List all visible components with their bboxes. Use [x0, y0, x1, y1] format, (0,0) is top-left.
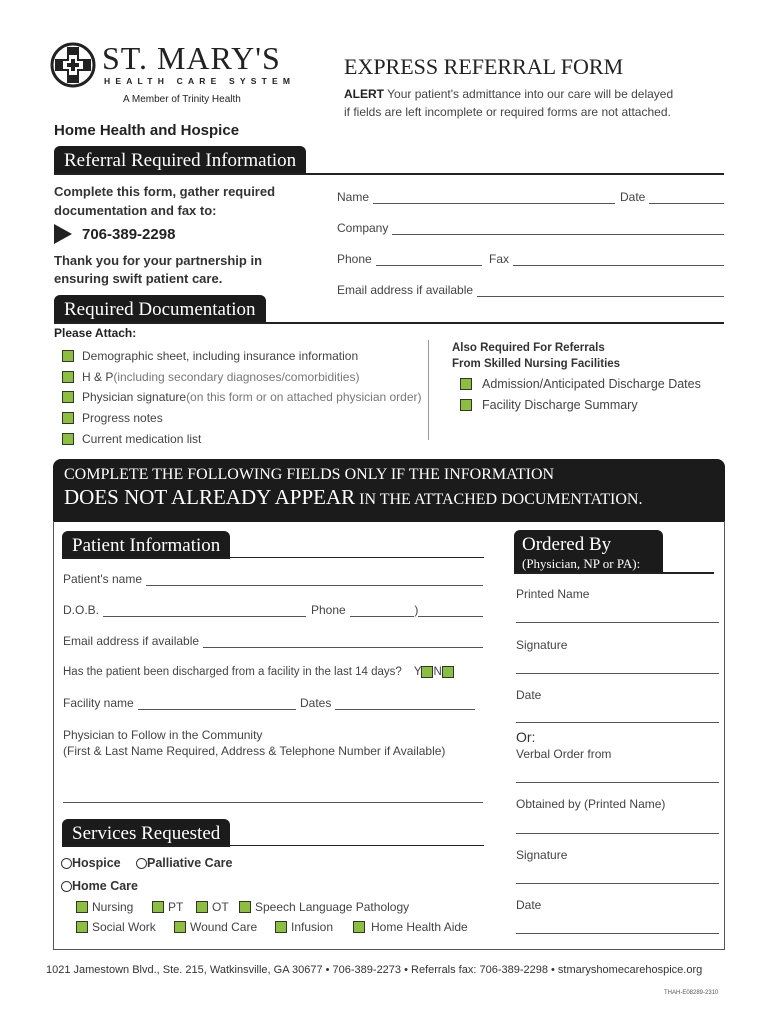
section-divider: [54, 173, 724, 175]
verbal-order-field[interactable]: [516, 782, 719, 783]
list-item[interactable]: Progress notes: [62, 408, 422, 429]
referral-instructions: Complete this form, gather required documentation and fax to:: [54, 184, 276, 218]
referrer-email-field[interactable]: Email address if available: [337, 283, 724, 297]
discharged-question: Has the patient been discharged from a facility in the last 14 days? Y N: [63, 666, 454, 678]
date2-label: Date: [516, 898, 542, 912]
snf-list: [460, 374, 701, 415]
section-divider: [54, 322, 724, 324]
checkbox[interactable]: [62, 412, 74, 424]
list-item[interactable]: Facility Discharge Summary: [460, 395, 701, 416]
footer-address: 1021 Jamestown Blvd., Ste. 215, Watkinsville, GA 30677 • 706-389-2273 • Referrals fax: 706-389-2298 • stmaryshomecarehospice.org: [46, 964, 703, 976]
service-infusion[interactable]: Infusion: [275, 920, 333, 934]
patient-email-field[interactable]: Email address if available: [63, 634, 483, 648]
checkbox[interactable]: [62, 391, 74, 403]
banner-line2: DOES NOT ALREADY APPEAR IN THE ATTACHED DOCUMENTATION.: [64, 485, 643, 509]
documentation-list: [62, 346, 422, 449]
ordered-by-title: Ordered By: [522, 534, 612, 555]
printed-name-label: Printed Name: [516, 587, 590, 601]
alert-text: ALERT Your patient's admittance into our care will be delayed if fields are left incomplete or required forms are not attached.: [344, 87, 674, 119]
checkbox[interactable]: [460, 378, 472, 390]
printed-name-field[interactable]: [516, 622, 719, 623]
facility-name-field[interactable]: Facility name: [63, 696, 296, 710]
radio-button[interactable]: [61, 858, 72, 869]
referrer-fax-field[interactable]: Fax: [489, 252, 724, 266]
checkbox[interactable]: [62, 371, 74, 383]
palliative-option[interactable]: Palliative Care: [136, 856, 232, 870]
section-divider: [62, 845, 484, 846]
section-divider: [514, 572, 714, 574]
obtained-by-label: Obtained by (Printed Name): [516, 797, 666, 811]
form-title: EXPRESS REFERRAL FORM: [344, 54, 624, 79]
services-section-header: Services Requested: [62, 819, 230, 847]
company-field[interactable]: Company: [337, 221, 724, 235]
checkbox[interactable]: [152, 901, 164, 913]
obtained-by-field[interactable]: [516, 833, 719, 834]
yes-checkbox[interactable]: [421, 666, 433, 678]
signature-field[interactable]: [516, 673, 719, 674]
snf-title: Also Required For Referrals From Skilled Nursing Facilities: [452, 342, 621, 370]
arrow-right-icon: [54, 224, 72, 244]
checkbox[interactable]: [353, 921, 365, 933]
banner-line1: COMPLETE THE FOLLOWING FIELDS ONLY IF THE INFORMATION: [64, 466, 555, 483]
date-label: Date: [516, 688, 542, 702]
signature-label: Signature: [516, 638, 568, 652]
column-divider: [428, 340, 429, 440]
checkbox[interactable]: [174, 921, 186, 933]
documentation-section-header: Required Documentation: [54, 295, 266, 323]
thanks-text: Thank you for your partnership in ensuring swift patient care.: [54, 253, 263, 286]
checkbox[interactable]: [275, 921, 287, 933]
checkbox[interactable]: [76, 901, 88, 913]
radio-button[interactable]: [61, 881, 72, 892]
patient-section-header: Patient Information: [62, 531, 230, 559]
date2-field[interactable]: [516, 933, 719, 934]
referral-section-header: Referral Required Information: [54, 146, 306, 174]
checkbox[interactable]: [62, 433, 74, 445]
home-care-option[interactable]: Home Care: [61, 879, 138, 893]
service-ot[interactable]: OT: [196, 900, 229, 914]
list-item[interactable]: H & P (including secondary diagnoses/comorbidities): [62, 367, 422, 388]
or-label: Or:: [516, 729, 536, 745]
patient-phone-field[interactable]: Phone ): [311, 603, 483, 617]
hospice-option[interactable]: Hospice: [61, 856, 121, 870]
list-item[interactable]: Current medication list: [62, 428, 422, 449]
service-home-health-aide[interactable]: Home Health Aide: [353, 920, 468, 934]
ordered-by-subtitle: (Physician, NP or PA):: [522, 556, 641, 571]
checkbox[interactable]: [62, 350, 74, 362]
member-text: A Member of Trinity Health: [123, 94, 241, 105]
patient-name-field[interactable]: Patient's name: [63, 572, 483, 586]
logo: [50, 40, 300, 110]
facility-dates-field[interactable]: Dates: [300, 696, 475, 710]
dob-field[interactable]: D.O.B.: [63, 603, 306, 617]
physician-field[interactable]: [63, 802, 483, 803]
order-date-field[interactable]: [516, 722, 719, 723]
org-subtitle: HEALTH CARE SYSTEM: [104, 76, 296, 86]
signature2-field[interactable]: [516, 883, 719, 884]
referral-date-field[interactable]: Date: [620, 190, 724, 204]
no-checkbox[interactable]: [442, 666, 454, 678]
service-pt[interactable]: PT: [152, 900, 183, 914]
list-item[interactable]: Admission/Anticipated Discharge Dates: [460, 374, 701, 395]
physician-label: Physician to Follow in the Community (First & Last Name Required, Address & Telephone Number if Available): [63, 728, 446, 758]
please-attach-label: Please Attach:: [54, 326, 137, 340]
list-item[interactable]: Physician signature (on this form or on attached physician order): [62, 387, 422, 408]
org-name: ST. MARY'S: [102, 40, 281, 76]
checkbox[interactable]: [76, 921, 88, 933]
division-title: Home Health and Hospice: [54, 122, 240, 139]
checkbox[interactable]: [196, 901, 208, 913]
service-social-work[interactable]: Social Work: [76, 920, 156, 934]
fax-number: 706-389-2298: [54, 224, 175, 244]
checkbox[interactable]: [460, 399, 472, 411]
list-item[interactable]: Demographic sheet, including insurance information: [62, 346, 422, 367]
service-wound-care[interactable]: Wound Care: [174, 920, 257, 934]
signature2-label: Signature: [516, 848, 568, 862]
service-speech[interactable]: Speech Language Pathology: [239, 900, 409, 914]
footer-code: THAH-E08289-2310: [664, 990, 719, 996]
radio-button[interactable]: [136, 858, 147, 869]
section-divider: [62, 557, 484, 558]
checkbox[interactable]: [239, 901, 251, 913]
cross-logo-icon: [50, 42, 96, 88]
referrer-phone-field[interactable]: Phone: [337, 252, 482, 266]
service-nursing[interactable]: Nursing: [76, 900, 133, 914]
verbal-order-label: Verbal Order from: [516, 747, 612, 761]
referrer-name-field[interactable]: Name: [337, 190, 615, 204]
